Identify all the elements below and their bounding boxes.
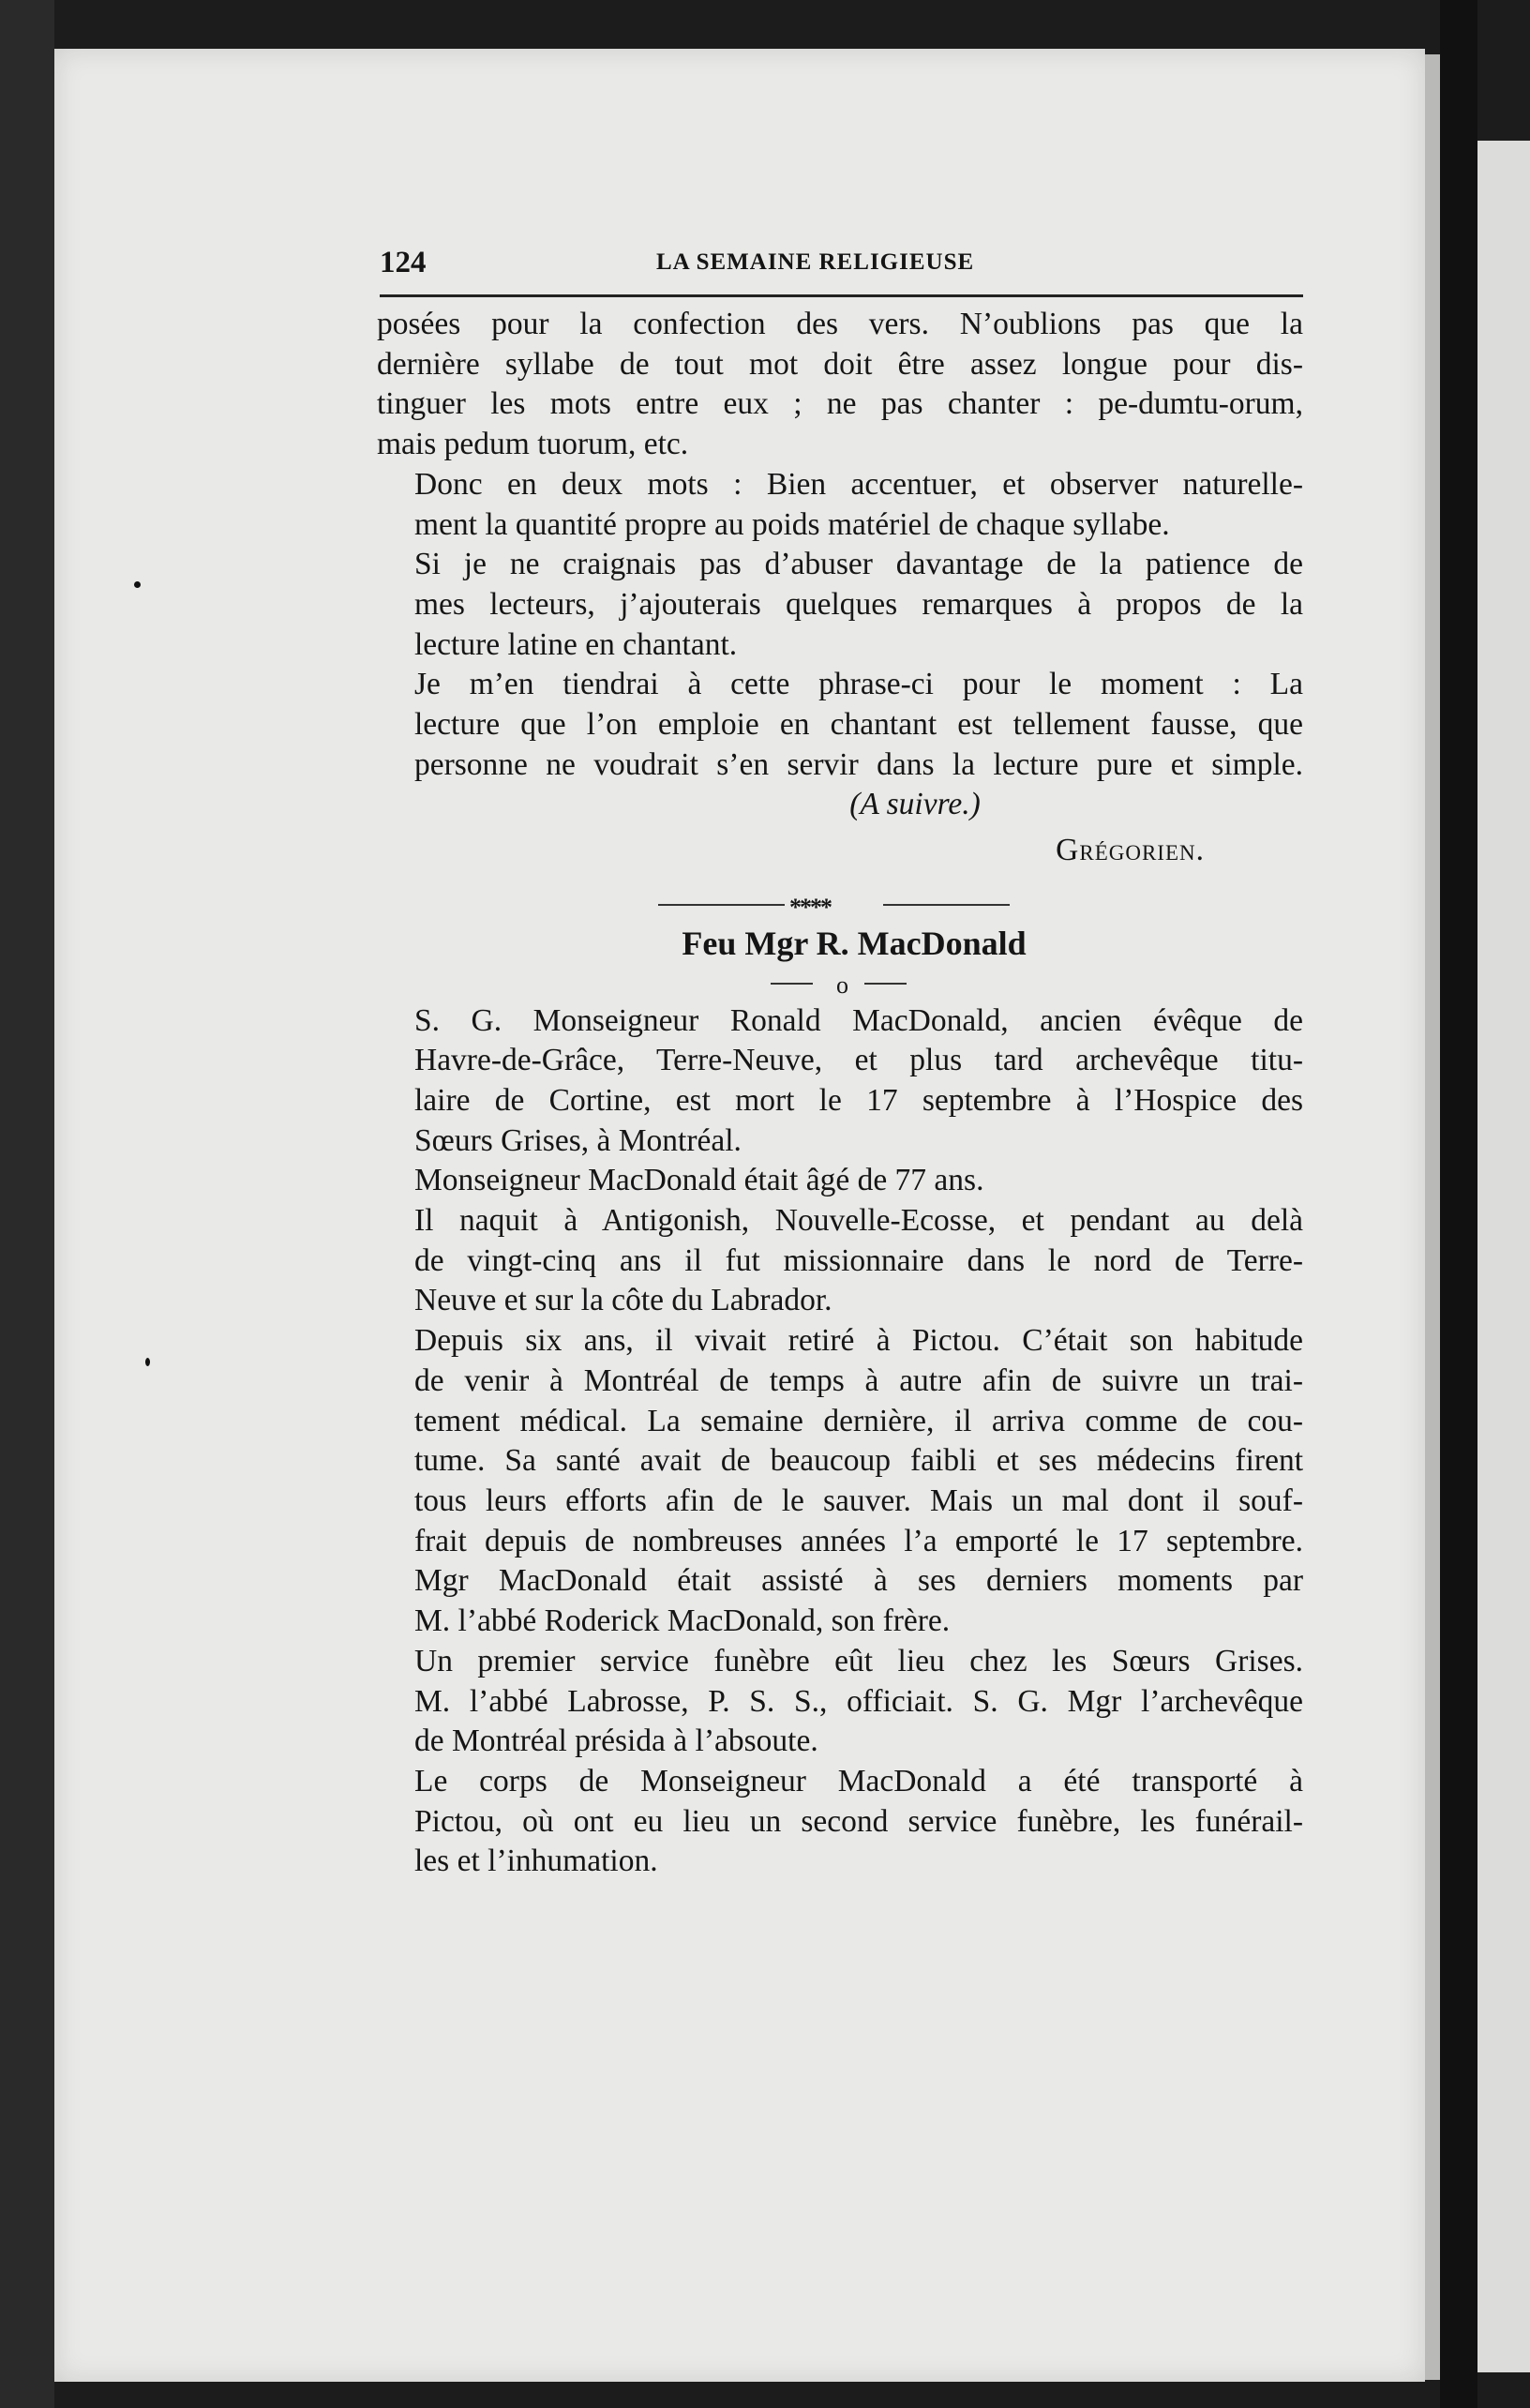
text-line: Donc en deux mots : Bien accentuer, et observer naturelle- <box>414 466 1303 502</box>
paragraph <box>377 1642 1303 1762</box>
text-line: Monseigneur MacDonald était âgé de 77 ans. <box>414 1163 984 1198</box>
to-be-continued: (A suivre.) <box>849 787 981 822</box>
title-ornament <box>377 964 1303 1001</box>
paragraph <box>377 465 1303 545</box>
text-line: Je m’en tiendrai à cette phrase-ci pour le moment : La <box>414 667 1303 702</box>
text-line: M. l’abbé Labrosse, P. S. S., officiait. S. G. Mgr l’archevêque <box>414 1683 1303 1719</box>
text-line: Il naquit à Antigonish, Nouvelle-Ecosse, et pendant au delà <box>414 1203 1303 1239</box>
text-line: frait depuis de nombreuses années l’a emporté le 17 septembre. <box>414 1523 1303 1558</box>
text-line: M. l’abbé Roderick MacDonald, son frère. <box>414 1603 951 1639</box>
text-line: Depuis six ans, il vivait retiré à Pictou. C’était son habitude <box>414 1323 1303 1359</box>
paragraph <box>377 1161 1303 1201</box>
text-line: de venir à Montréal de temps à autre afin de suivre un trai- <box>414 1362 1303 1398</box>
page-number: 124 <box>380 246 427 279</box>
paragraph <box>377 1001 1303 1162</box>
text-line: Pictou, où ont eu lieu un second service funèbre, les funérail- <box>414 1803 1303 1839</box>
text-line: tinguer les mots entre eux ; ne pas chanter : pe-dumtu-orum, <box>377 386 1303 422</box>
text-line: lecture latine en chantant. <box>414 626 738 662</box>
ornament-rule <box>771 983 813 985</box>
text-line: Neuve et sur la côte du Labrador. <box>414 1283 832 1318</box>
adjacent-page-edge <box>1478 141 1530 2372</box>
text-line: mais pedum tuorum, etc. <box>377 427 689 462</box>
author-signature: Grégorien. <box>1056 833 1205 868</box>
running-header <box>380 242 1303 297</box>
text-line: dernière syllabe de tout mot doit être assez longue pour dis- <box>377 346 1303 382</box>
text-line: Havre-de-Grâce, Terre-Neuve, et plus tard archevêque titu- <box>414 1043 1303 1078</box>
text-line: Un premier service funèbre eût lieu chez les Sœurs Grises. <box>414 1643 1303 1678</box>
paragraph <box>377 1201 1303 1321</box>
separator-stars: **** <box>789 893 831 921</box>
ink-speck <box>145 1358 150 1366</box>
paragraph <box>377 545 1303 665</box>
text-line: tement médical. La semaine dernière, il arriva comme de cou- <box>414 1403 1303 1438</box>
separator-rule <box>658 904 785 906</box>
text-line: de vingt-cinq ans il fut missionnaire dans le nord de Terre- <box>414 1242 1303 1278</box>
text-line: les et l’inhumation. <box>414 1844 658 1879</box>
text-line: Mgr MacDonald était assisté à ses derniers moments par <box>414 1563 1303 1599</box>
text-line: personne ne voudrait s’en servir dans la lecture pure et simple. <box>414 746 1303 782</box>
text-line: lecture que l’on emploie en chantant est tellement fausse, que <box>414 707 1303 743</box>
book-gutter <box>1440 0 1478 2408</box>
paragraph <box>377 1762 1303 1882</box>
text-line: S. G. Monseigneur Ronald MacDonald, ancien évêque de <box>414 1002 1303 1038</box>
ornament-circle: o <box>836 971 848 999</box>
text-line: mes lecteurs, j’ajouterais quelques remarques à propos de la <box>414 586 1303 622</box>
text-line: de Montréal présida à l’absoute. <box>414 1723 818 1759</box>
section-separator <box>377 888 1303 920</box>
text-line: Sœurs Grises, à Montréal. <box>414 1122 742 1158</box>
paragraph <box>377 1321 1303 1561</box>
scan-border-left <box>0 0 54 2408</box>
text-line: ment la quantité propre au poids matériel de chaque syllabe. <box>414 506 1170 542</box>
ornament-rule <box>864 983 907 985</box>
text-line: laire de Cortine, est mort le 17 septembre à l’Hospice des <box>414 1082 1303 1118</box>
text-line: posées pour la confection des vers. N’oublions pas que la <box>377 307 1303 341</box>
text-line: tous leurs efforts afin de le sauver. Mais un mal dont il souf- <box>414 1482 1303 1518</box>
paragraph <box>377 665 1303 785</box>
text-line: tume. Sa santé avait de beaucoup faibli et ses médecins firent <box>414 1443 1303 1479</box>
paragraph <box>377 1561 1303 1641</box>
page-edge <box>1425 54 1440 2380</box>
text-line: Le corps de Monseigneur MacDonald a été transporté à <box>414 1763 1303 1798</box>
ink-speck <box>134 581 141 588</box>
running-title: LA SEMAINE RELIGIEUSE <box>656 249 975 275</box>
separator-rule <box>883 904 1010 906</box>
article-title: Feu Mgr R. MacDonald <box>682 924 1027 962</box>
page-body <box>377 305 1303 1882</box>
text-line: Si je ne craignais pas d’abuser davantage de la patience de <box>414 547 1303 582</box>
paragraph <box>377 305 1303 465</box>
